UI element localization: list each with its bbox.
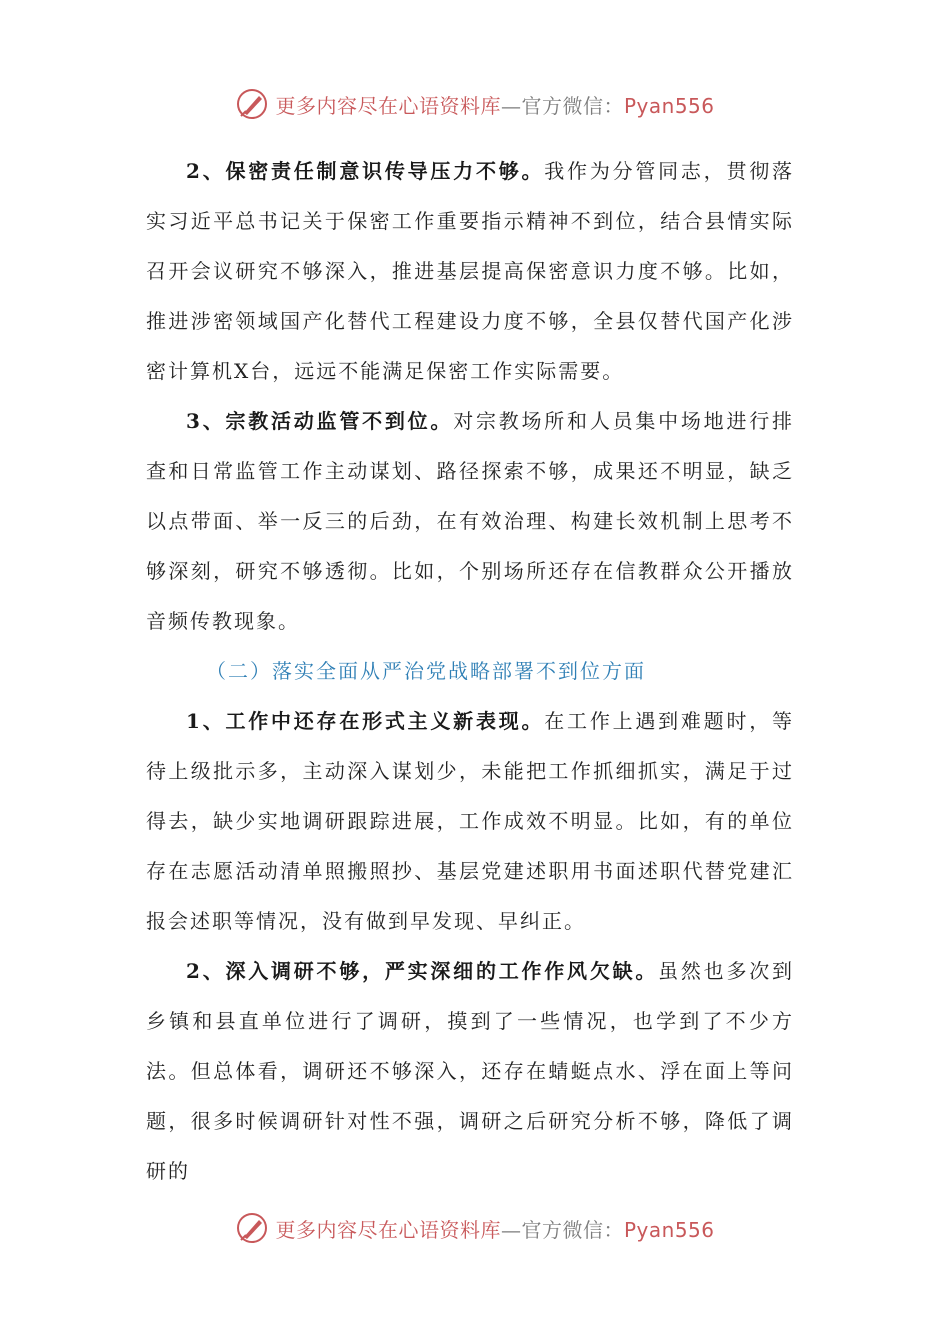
- paragraph-title: 2、保密责任制意识传导压力不够。: [186, 159, 545, 183]
- paragraph-text: 虽然也多次到乡镇和县直单位进行了调研，摸到了一些情况，也学到了不少方法。但总体看，调研还不够深入，还存在蜻蜓点水、浮在面上等问题，很多时候调研针对性不强，调研之后研究分析不够，降低了调研的: [146, 959, 795, 1183]
- document-body: [146, 146, 794, 1196]
- header-text: [275, 90, 714, 119]
- paragraph-title: 3、宗教活动监管不到位。: [186, 409, 454, 433]
- paragraph-text: 我作为分管同志，贯彻落实习近平总书记关于保密工作重要指示精神不到位，结合县情实际召开会议研究不够深入，推进基层提高保密意识力度不够。比如，推进涉密领域国产化替代工程建设力度不够，全县仅替代国产化涉密计算机X台，远远不能满足保密工作实际需要。: [146, 159, 795, 383]
- paragraph-research: [146, 946, 794, 1196]
- paragraph-text: 在工作上遇到难题时，等待上级批示多，主动深入谋划少，未能把工作抓细抓实，满足于过得去，缺少实地调研跟踪进展，工作成效不明显。比如，有的单位存在志愿活动清单照搬照抄、基层党建述职用书面述职代替党建汇报会述职等情况，没有做到早发现、早纠正。: [146, 709, 795, 933]
- footer-banner: [0, 1208, 950, 1248]
- section-heading: （二）落实全面从严治党战略部署不到位方面: [206, 659, 646, 683]
- paragraph-title: 1、工作中还存在形式主义新表现。: [186, 709, 545, 733]
- footer-dash: —: [500, 1217, 522, 1242]
- footer-wechat-id: Pyan556: [623, 1217, 715, 1242]
- footer-text: [275, 1214, 714, 1243]
- header-dash: —: [500, 93, 522, 118]
- footer-brand: 更多内容尽在心语资料库: [275, 1217, 501, 1242]
- paragraph-title: 2、深入调研不够，严实深细的工作作风欠缺。: [186, 959, 659, 983]
- header-wechat-label: 官方微信：: [521, 93, 624, 118]
- paragraph-religion: [146, 396, 794, 646]
- paragraph-text: 对宗教场所和人员集中场地进行排查和日常监管工作主动谋划、路径探索不够，成果还不明显，缺乏以点带面、举一反三的后劲，在有效治理、构建长效机制上思考不够深刻，研究不够透彻。比如，个别场所还存在信教群众公开播放音频传教现象。: [146, 409, 794, 633]
- quill-logo-icon: [235, 87, 269, 121]
- header-brand: 更多内容尽在心语资料库: [275, 93, 501, 118]
- paragraph-confidentiality: [146, 146, 794, 396]
- header-banner: [0, 84, 950, 124]
- footer-wechat-label: 官方微信：: [521, 1217, 624, 1242]
- header-wechat-id: Pyan556: [623, 93, 715, 118]
- paragraph-formalism: [146, 696, 794, 946]
- quill-logo-icon: [235, 1211, 269, 1245]
